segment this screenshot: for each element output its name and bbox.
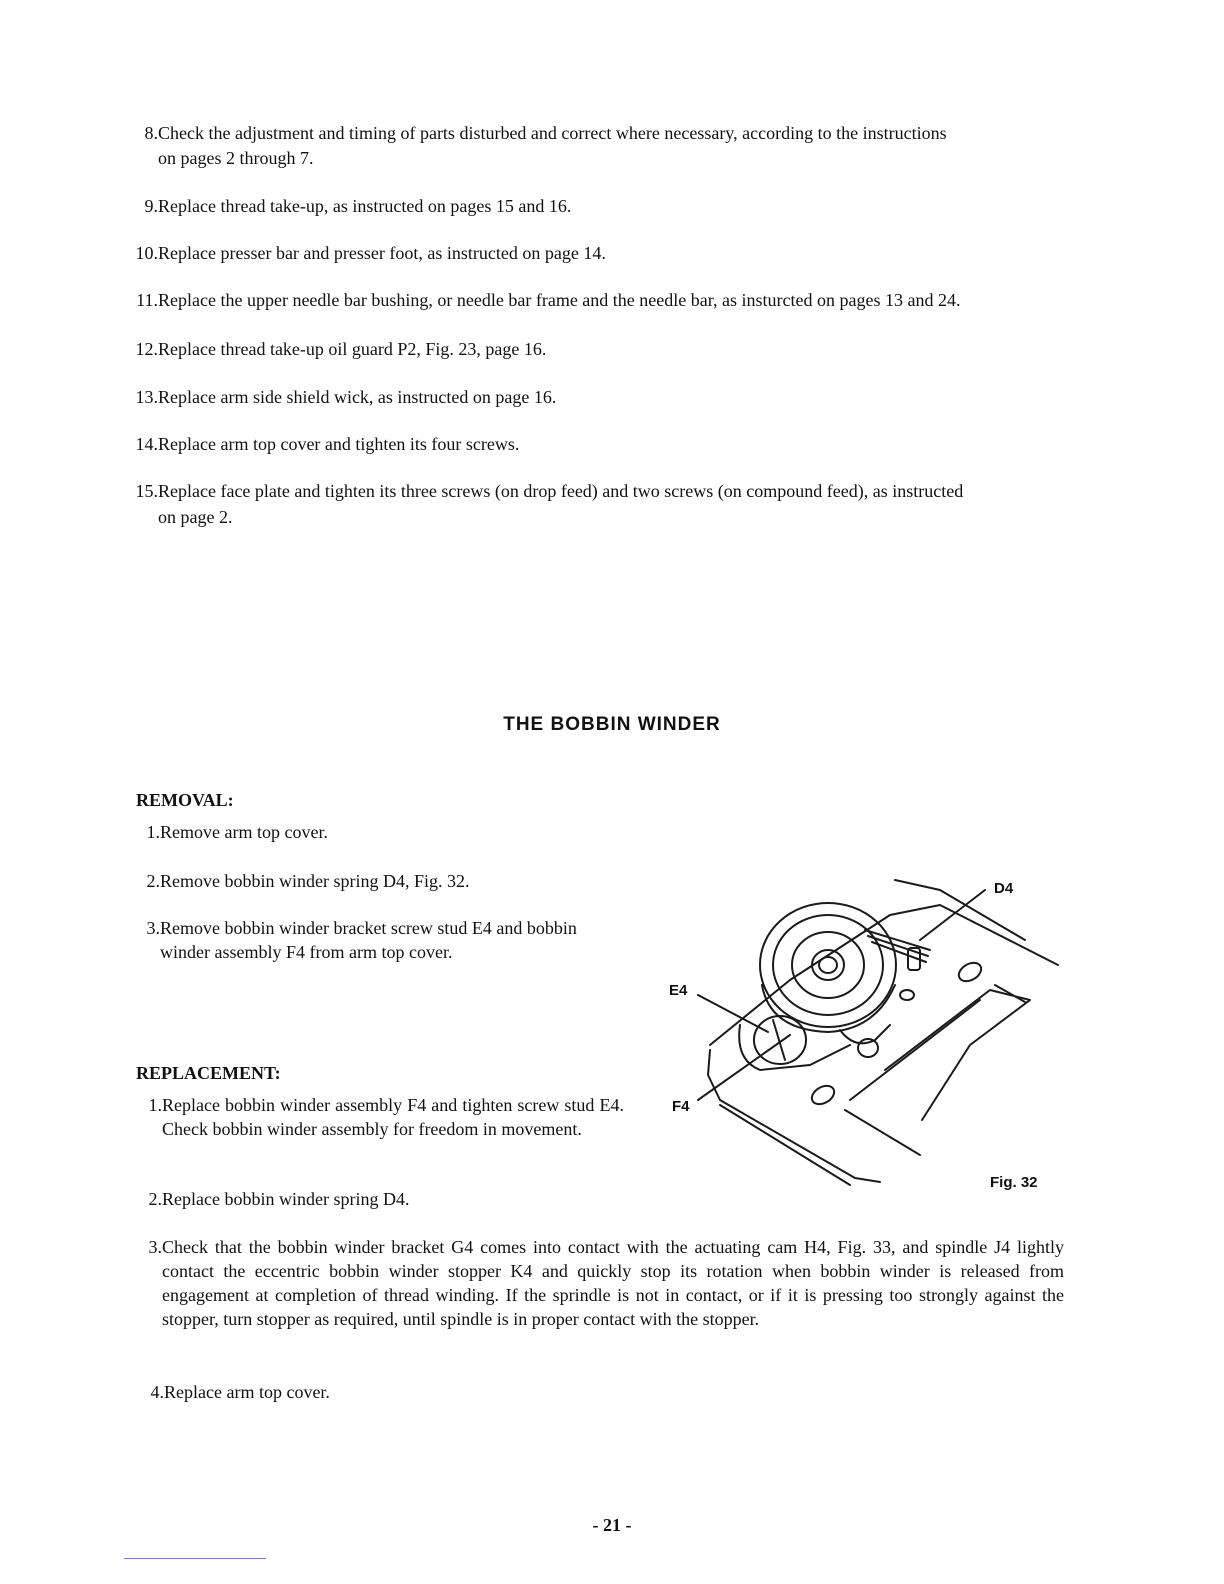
step-number: 8.	[144, 123, 158, 143]
step-number: 4.	[150, 1382, 164, 1402]
step-text: Replace arm top cover and tighten its four screws.	[158, 434, 520, 454]
mounting-hole	[956, 959, 985, 985]
step-number: 13.	[135, 387, 158, 407]
step-text: on pages 2 through 7.	[158, 148, 314, 168]
step-text: Replace presser bar and presser foot, as instructed on page 14.	[158, 243, 606, 263]
arm-cover-outline	[710, 905, 1058, 1045]
step-text: Replace face plate and tighten its three screws (on drop feed) and two screws (on compound feed), as instructed	[158, 481, 964, 501]
replacement-heading: REPLACEMENT:	[136, 1063, 281, 1083]
step-text: Check the adjustment and timing of parts disturbed and correct where necessary, according to the instructions	[158, 123, 947, 143]
bobbin-winder-wheel	[760, 903, 896, 1027]
step-text: Replace bobbin winder assembly F4 and tighten screw stud E4. Check bobbin winder assembly for freedom in movement.	[162, 1095, 624, 1139]
step-number: 3.	[146, 918, 160, 938]
page-number: - 21 -	[592, 1515, 632, 1535]
figure-caption: Fig. 32	[990, 1174, 1038, 1191]
step-number: 11.	[136, 290, 158, 310]
arm-cover-outline	[885, 990, 1030, 1120]
bottom-rule	[124, 1558, 266, 1559]
mounting-hole	[900, 990, 914, 1000]
figure-label-f4: F4	[672, 1098, 690, 1115]
bracket	[840, 1025, 890, 1043]
step-text: on page 2.	[158, 507, 233, 527]
step-number: 1.	[146, 822, 160, 842]
step-number: 2.	[146, 871, 160, 891]
step-text: Replace arm top cover.	[164, 1382, 330, 1402]
arm-cover-outline	[845, 1110, 920, 1155]
step-number: 3.	[148, 1237, 162, 1257]
step-text: Replace arm side shield wick, as instructed on page 16.	[158, 387, 557, 407]
figure-label-d4: D4	[994, 880, 1014, 897]
step-text: Remove arm top cover.	[160, 822, 328, 842]
step-number: 9.	[144, 196, 158, 216]
step-number: 15.	[135, 481, 158, 501]
step-text: Replace thread take-up, as instructed on pages 15 and 16.	[158, 196, 572, 216]
bobbin-winder-rim	[792, 932, 864, 998]
step-text: Replace bobbin winder spring D4.	[162, 1189, 410, 1209]
step-text: Remove bobbin winder spring D4, Fig. 32.	[160, 871, 470, 891]
step-number: 2.	[148, 1189, 162, 1209]
bobbin-winder-figure	[640, 860, 1080, 1200]
arm-cover-outline	[720, 1105, 850, 1185]
mounting-hole	[809, 1082, 838, 1108]
step-text: Check that the bobbin winder bracket G4 comes into contact with the actuating cam H4, Fig. 33, and spindle J4 lightly contact the eccentric bobbin winder stopper K4 and quickly stop its rotation when bobbin winder is released from engagement at completion of thread winding. If the sprindle is not in contact, or if it is pressing too strongly against the stopper, turn stopper as required, until spindle is in proper contact with the stopper.	[162, 1237, 1064, 1329]
section-title: THE BOBBIN WINDER	[503, 714, 721, 735]
step-number: 1.	[148, 1095, 162, 1115]
step-text: Replace thread take-up oil guard P2, Fig. 23, page 16.	[158, 339, 547, 359]
bobbin-winder-hub-nut	[819, 957, 837, 973]
removal-heading: REMOVAL:	[136, 790, 234, 810]
step-text: winder assembly F4 from arm top cover.	[160, 942, 453, 962]
step-number: 12.	[135, 339, 158, 359]
step-text: Remove bobbin winder bracket screw stud E4 and bobbin	[160, 918, 577, 938]
figure-label-e4: E4	[669, 982, 688, 999]
step-number: 10.	[135, 243, 158, 263]
step-number: 14.	[135, 434, 158, 454]
arm-cover-outline	[995, 985, 1025, 1002]
step-text: Replace the upper needle bar bushing, or needle bar frame and the needle bar, as insturcted on pages 13 and 24.	[158, 290, 961, 310]
